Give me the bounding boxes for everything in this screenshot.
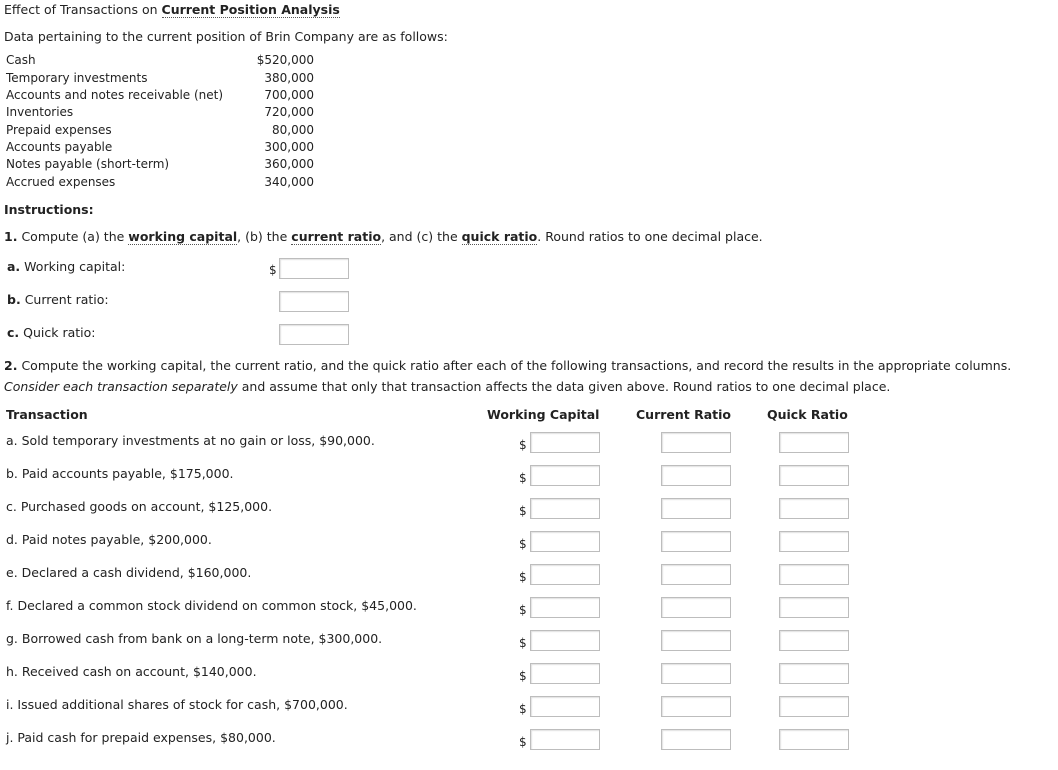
balance-row [6, 105, 314, 122]
part-quick-ratio-label [7, 325, 96, 340]
balance-value: 720,000 [264, 105, 314, 119]
question-2-text: Compute the working capital, the current ratio, and the quick ratio after each of the following transactions, and record the results in the appropriate columns. [21, 358, 1012, 373]
question-2-number: 2. [4, 358, 18, 373]
working-capital-cell[interactable] [530, 729, 600, 750]
working-capital-cell[interactable] [530, 597, 600, 618]
balance-label: Notes payable (short-term) [6, 157, 170, 171]
balance-row [6, 53, 314, 70]
dollar-sign: $ [519, 504, 527, 518]
balance-label: Inventories [6, 105, 74, 119]
current-ratio-cell[interactable] [661, 663, 731, 684]
working-capital-cell[interactable] [530, 498, 600, 519]
part-letter: a. [7, 259, 21, 274]
quick-ratio-cell[interactable] [779, 729, 849, 750]
dollar-sign: $ [519, 471, 527, 485]
balance-value: 80,000 [272, 123, 314, 137]
working-capital-link[interactable]: working capital [128, 229, 238, 244]
dollar-sign: $ [519, 537, 527, 551]
quick-ratio-input[interactable] [279, 324, 349, 345]
balance-label: Prepaid expenses [6, 123, 112, 137]
part-letter: c. [7, 325, 20, 340]
transaction-label: i. Issued additional shares of stock for cash, $700,000. [6, 697, 348, 712]
dollar-sign: $ [519, 669, 527, 683]
current-ratio-cell[interactable] [661, 729, 731, 750]
question-1-text: , and (c) the [381, 229, 462, 244]
current-ratio-cell[interactable] [661, 597, 731, 618]
balance-value: 700,000 [264, 88, 314, 102]
current-position-analysis-link[interactable]: Current Position Analysis [161, 2, 340, 17]
page-title [4, 2, 340, 17]
quick-ratio-link[interactable]: quick ratio [461, 229, 538, 244]
quick-ratio-cell[interactable] [779, 663, 849, 684]
working-capital-cell[interactable] [530, 564, 600, 585]
transaction-header: Transaction [6, 407, 88, 422]
current-ratio-cell[interactable] [661, 696, 731, 717]
quick-ratio-cell[interactable] [779, 597, 849, 618]
balance-value: 380,000 [264, 71, 314, 85]
working-capital-cell[interactable] [530, 696, 600, 717]
instructions-heading: Instructions: [4, 202, 94, 217]
part-label-text: Working capital: [24, 259, 126, 274]
transaction-label: a. Sold temporary investments at no gain or loss, $90,000. [6, 433, 375, 448]
dollar-sign: $ [519, 438, 527, 452]
question-1-text: , (b) the [237, 229, 292, 244]
transaction-label: d. Paid notes payable, $200,000. [6, 532, 212, 547]
question-1-number: 1. [4, 229, 18, 244]
balance-label: Accounts and notes receivable (net) [6, 88, 224, 102]
quick-ratio-cell[interactable] [779, 696, 849, 717]
working-capital-cell[interactable] [530, 663, 600, 684]
balance-row [6, 157, 314, 174]
current-ratio-cell[interactable] [661, 564, 731, 585]
intro-text: Data pertaining to the current position of Brin Company are as follows: [4, 29, 448, 44]
balance-label: Cash [6, 53, 36, 67]
transaction-label: c. Purchased goods on account, $125,000. [6, 499, 273, 514]
part-label-text: Current ratio: [24, 292, 109, 307]
working-capital-cell[interactable] [530, 531, 600, 552]
balance-label: Accounts payable [6, 140, 113, 154]
balance-value: $520,000 [256, 53, 314, 67]
transaction-label: h. Received cash on account, $140,000. [6, 664, 257, 679]
balance-label: Temporary investments [6, 71, 148, 85]
balance-value: 340,000 [264, 175, 314, 189]
working-capital-input[interactable] [279, 258, 349, 279]
current-ratio-input[interactable] [279, 291, 349, 312]
quick-ratio-cell[interactable] [779, 564, 849, 585]
quick-ratio-cell[interactable] [779, 465, 849, 486]
question-1-text: Compute (a) the [21, 229, 129, 244]
transaction-label: e. Declared a cash dividend, $160,000. [6, 565, 252, 580]
working-capital-cell[interactable] [530, 465, 600, 486]
balance-row [6, 123, 314, 140]
quick-ratio-cell[interactable] [779, 498, 849, 519]
current-ratio-cell[interactable] [661, 498, 731, 519]
question-2-text: and assume that only that transaction affects the data given above. Round ratios to one decimal place. [237, 379, 891, 394]
current-ratio-cell[interactable] [661, 630, 731, 651]
quick-ratio-cell[interactable] [779, 630, 849, 651]
transaction-label: g. Borrowed cash from bank on a long-term note, $300,000. [6, 631, 383, 646]
working-capital-cell[interactable] [530, 432, 600, 453]
balance-value: 300,000 [264, 140, 314, 154]
dollar-sign: $ [519, 636, 527, 650]
quick-ratio-cell[interactable] [779, 432, 849, 453]
question-2 [4, 355, 1056, 397]
part-letter: b. [7, 292, 21, 307]
working-capital-cell[interactable] [530, 630, 600, 651]
balance-row [6, 71, 314, 88]
working-capital-header: Working Capital [487, 407, 600, 422]
quick-ratio-cell[interactable] [779, 531, 849, 552]
quick-ratio-header: Quick Ratio [767, 407, 848, 422]
balance-row [6, 175, 314, 192]
balance-value: 360,000 [264, 157, 314, 171]
dollar-sign: $ [519, 570, 527, 584]
dollar-sign: $ [519, 735, 527, 749]
dollar-sign: $ [519, 603, 527, 617]
question-2-emphasis: Consider each transaction separately [4, 379, 238, 394]
dollar-sign: $ [269, 263, 277, 277]
part-working-capital-label [7, 259, 125, 274]
current-ratio-link[interactable]: current ratio [291, 229, 382, 244]
part-current-ratio-label [7, 292, 109, 307]
question-1 [4, 229, 763, 244]
transaction-label: b. Paid accounts payable, $175,000. [6, 466, 234, 481]
dollar-sign: $ [519, 702, 527, 716]
transaction-label: j. Paid cash for prepaid expenses, $80,000. [6, 730, 276, 745]
balance-row [6, 140, 314, 157]
title-prefix: Effect of Transactions on [4, 2, 162, 17]
transaction-label: f. Declared a common stock dividend on common stock, $45,000. [6, 598, 417, 613]
question-1-text: . Round ratios to one decimal place. [537, 229, 763, 244]
current-ratio-cell[interactable] [661, 432, 731, 453]
current-ratio-cell[interactable] [661, 531, 731, 552]
current-ratio-cell[interactable] [661, 465, 731, 486]
current-ratio-header: Current Ratio [636, 407, 732, 422]
part-label-text: Quick ratio: [23, 325, 96, 340]
balance-label: Accrued expenses [6, 175, 116, 189]
balance-row [6, 88, 314, 105]
